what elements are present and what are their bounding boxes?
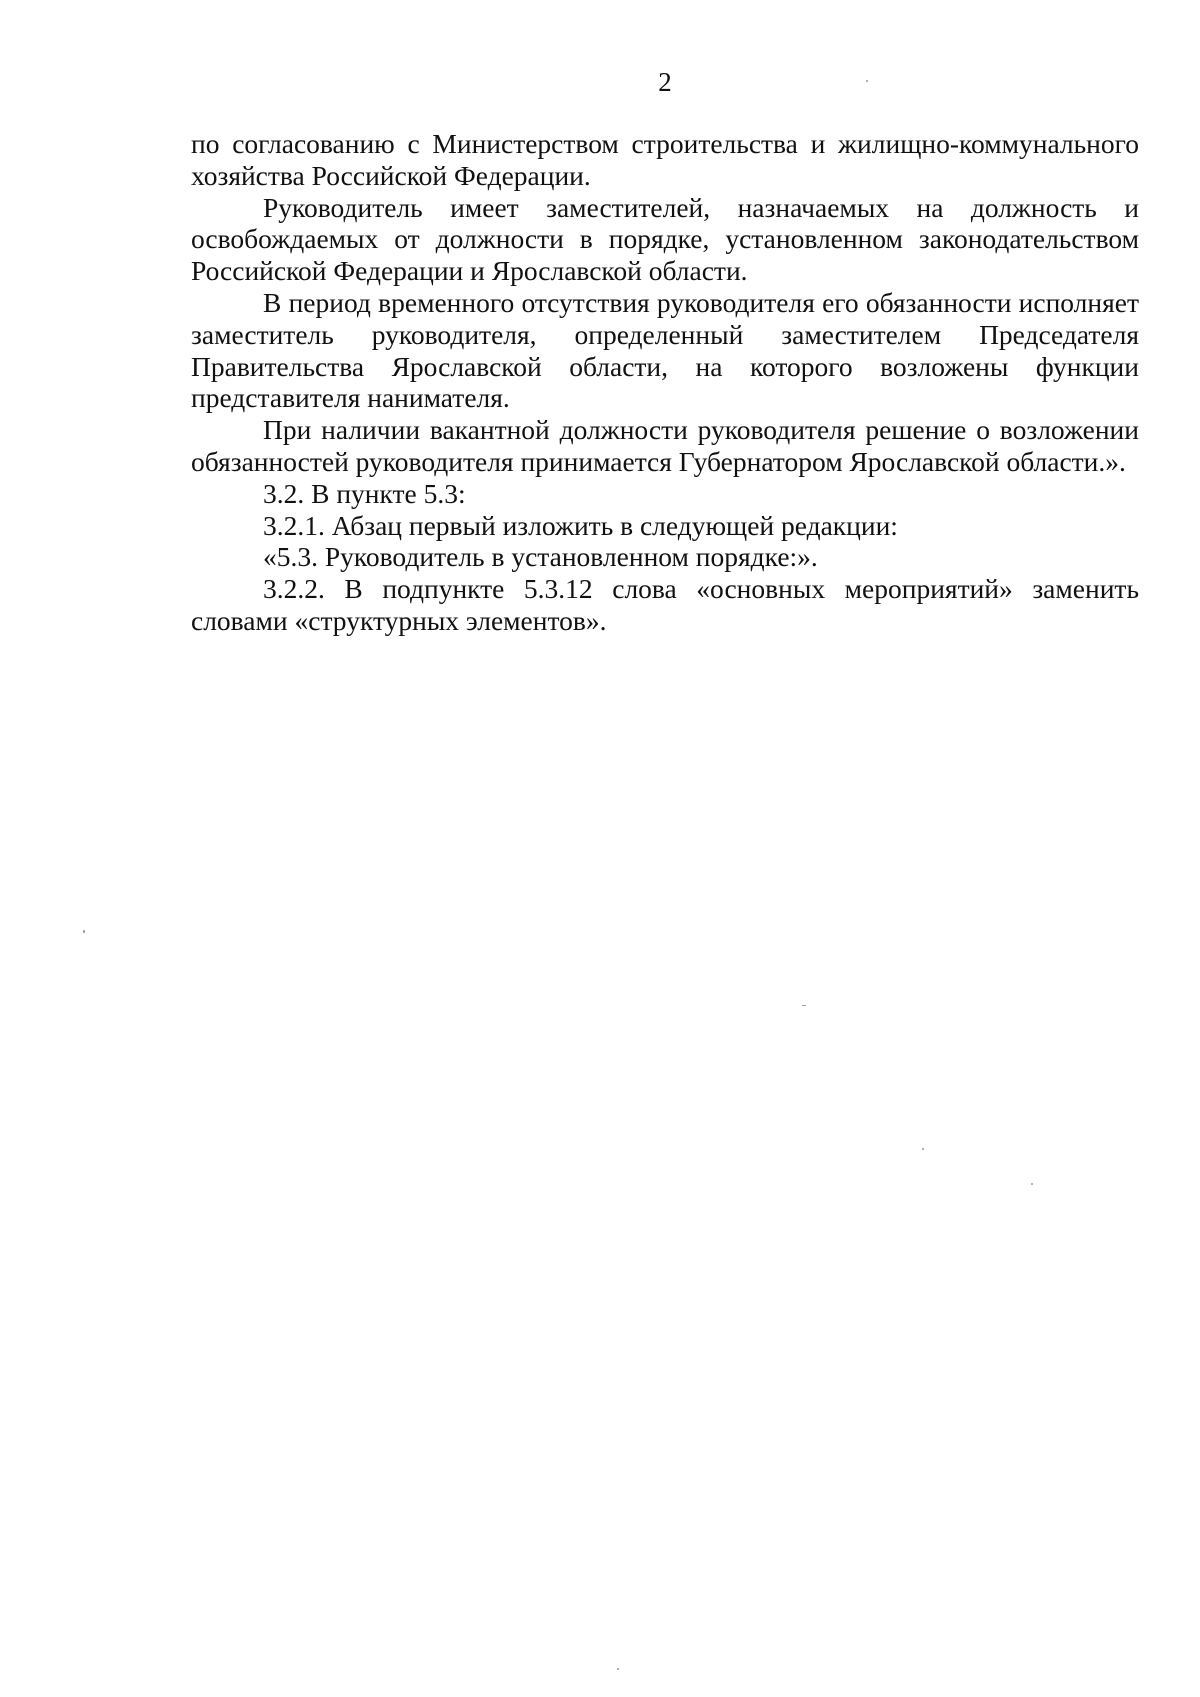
scan-speck: [922, 1148, 924, 1150]
paragraph-item-3-2-2: 3.2.2. В подпункте 5.3.12 слова «основных мероприятий» заменить словами «структурных элементов».: [191, 573, 1139, 636]
scan-speck: [617, 1668, 619, 1670]
document-body: [191, 128, 1139, 637]
scan-speck: [83, 930, 85, 933]
paragraph-vacancy: При наличии вакантной должности руководителя решение о возложении обязанностей руководителя принимается Губернатором Ярославской области.».: [191, 414, 1139, 477]
scan-speck: [866, 80, 868, 82]
paragraph-item-3-2: 3.2. В пункте 5.3:: [263, 477, 466, 509]
paragraph-quote-5-3: «5.3. Руководитель в установленном порядке:».: [263, 541, 818, 573]
paragraph-item-3-2-1: 3.2.1. Абзац первый изложить в следующей редакции:: [263, 509, 898, 541]
scan-speck: [1031, 1183, 1033, 1185]
page-number: 2: [658, 67, 672, 97]
paragraph-deputies: Руководитель имеет заместителей, назначаемых на должность и освобождаемых от должности в порядке, установленном законодательством Российской Федерации и Ярославской области.: [191, 191, 1139, 287]
scan-speck: [802, 1005, 806, 1006]
paragraph-temporary-absence: В период временного отсутствия руководителя его обязанности исполняет заместитель руководителя, определенный заместителем Председателя Правительства Ярославской области, на которого возложены функции представителя нанимателя.: [191, 286, 1139, 414]
paragraph-continuation: по согласованию с Министерством строительства и жилищно-коммунального хозяйства Российской Федерации.: [191, 128, 1139, 191]
